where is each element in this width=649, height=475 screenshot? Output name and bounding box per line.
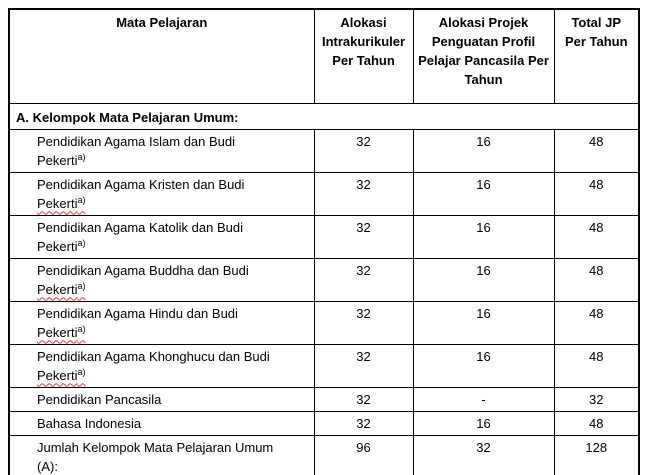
projek-value: 16 <box>413 172 554 215</box>
subject-name-line1: Pendidikan Agama Katolik dan Budi <box>37 219 243 235</box>
table-row-bahasa-indonesia <box>9 411 639 435</box>
projek-value: 16 <box>413 129 554 172</box>
table-row-agama-khonghucu <box>9 344 639 387</box>
total-jp-value: 48 <box>554 344 639 387</box>
intrakurikuler-value: 32 <box>314 215 413 258</box>
projek-value: - <box>413 387 554 411</box>
subject-cell <box>9 301 314 344</box>
section-title: A. Kelompok Mata Pelajaran Umum: <box>9 103 639 129</box>
total-jp-value: 48 <box>554 129 639 172</box>
subject-name-line2: Pekerti$^{a)}$ <box>37 237 86 254</box>
total-jp-value: 32 <box>554 387 639 411</box>
table-row-agama-buddha <box>9 258 639 301</box>
subject-name-line2-misspelled: Pekerti$^{a)}$ <box>37 194 86 211</box>
subject-cell <box>9 344 314 387</box>
intrakurikuler-value: 32 <box>314 411 413 435</box>
table-row-jumlah-kelompok-umum <box>9 435 639 475</box>
intrakurikuler-value: 32 <box>314 344 413 387</box>
subject-name-line2-misspelled: Pekerti$^{a)}$ <box>37 280 86 297</box>
total-jp-value: 48 <box>554 172 639 215</box>
footnote-marker: a) <box>77 151 86 162</box>
intrakurikuler-value: 32 <box>314 387 413 411</box>
table-row-agama-kristen <box>9 172 639 215</box>
table-row-agama-hindu <box>9 301 639 344</box>
subject-name-line1: Bahasa Indonesia <box>37 415 142 431</box>
projek-value: 16 <box>413 301 554 344</box>
intrakurikuler-value: 96 <box>314 435 413 475</box>
footnote-marker: a) <box>77 237 86 248</box>
subject-name-line2: (A): <box>37 458 58 474</box>
table-row-agama-islam <box>9 129 639 172</box>
subject-cell <box>9 172 314 215</box>
footnote-marker: a) <box>77 366 86 377</box>
intrakurikuler-value: 32 <box>314 172 413 215</box>
total-jp-value: 48 <box>554 411 639 435</box>
column-header-intrakurikuler: Alokasi Intrakurikuler Per Tahun <box>314 9 413 103</box>
column-header-total-jp: Total JP Per Tahun <box>554 9 639 103</box>
section-row-kelompok-umum <box>9 103 639 129</box>
subject-name-line2: Pekerti$^{a)}$ <box>37 151 86 168</box>
subject-name-line1: Jumlah Kelompok Mata Pelajaran Umum <box>37 439 274 455</box>
footnote-marker: a) <box>77 194 86 205</box>
subject-cell <box>9 129 314 172</box>
total-jp-value: 48 <box>554 301 639 344</box>
footnote-marker: a) <box>77 323 86 334</box>
projek-value: 16 <box>413 344 554 387</box>
subject-name-line1: Pendidikan Agama Hindu dan Budi <box>37 305 238 321</box>
table-row-pendidikan-pancasila <box>9 387 639 411</box>
subject-name-line1: Pendidikan Agama Kristen dan Budi <box>37 176 245 192</box>
column-header-subject: Mata Pelajaran <box>9 9 314 103</box>
projek-value: 16 <box>413 258 554 301</box>
footnote-marker: a) <box>77 280 86 291</box>
column-header-projek-pancasila: Alokasi Projek Penguatan Profil Pelajar Pancasila Per Tahun <box>413 9 554 103</box>
intrakurikuler-value: 32 <box>314 301 413 344</box>
projek-value: 16 <box>413 411 554 435</box>
subject-allocation-table <box>8 8 640 475</box>
intrakurikuler-value: 32 <box>314 258 413 301</box>
subject-name-line2-misspelled: Pekerti$^{a)}$ <box>37 323 86 340</box>
table-row-agama-katolik <box>9 215 639 258</box>
subject-name-line2-misspelled: Pekerti$^{a)}$ <box>37 366 86 383</box>
projek-value: 32 <box>413 435 554 475</box>
subject-name-line1: Pendidikan Pancasila <box>37 391 162 407</box>
total-jp-value: 128 <box>554 435 639 475</box>
total-jp-value: 48 <box>554 215 639 258</box>
intrakurikuler-value: 32 <box>314 129 413 172</box>
total-jp-value: 48 <box>554 258 639 301</box>
subject-name-line1: Pendidikan Agama Khonghucu dan Budi <box>37 348 270 364</box>
subject-cell <box>9 411 314 435</box>
subject-name-line1: Pendidikan Agama Buddha dan Budi <box>37 262 249 278</box>
subject-cell <box>9 215 314 258</box>
subject-name-line1: Pendidikan Agama Islam dan Budi <box>37 133 236 149</box>
projek-value: 16 <box>413 215 554 258</box>
header-row <box>9 9 639 103</box>
subject-cell <box>9 387 314 411</box>
subject-cell <box>9 258 314 301</box>
subject-cell <box>9 435 314 475</box>
